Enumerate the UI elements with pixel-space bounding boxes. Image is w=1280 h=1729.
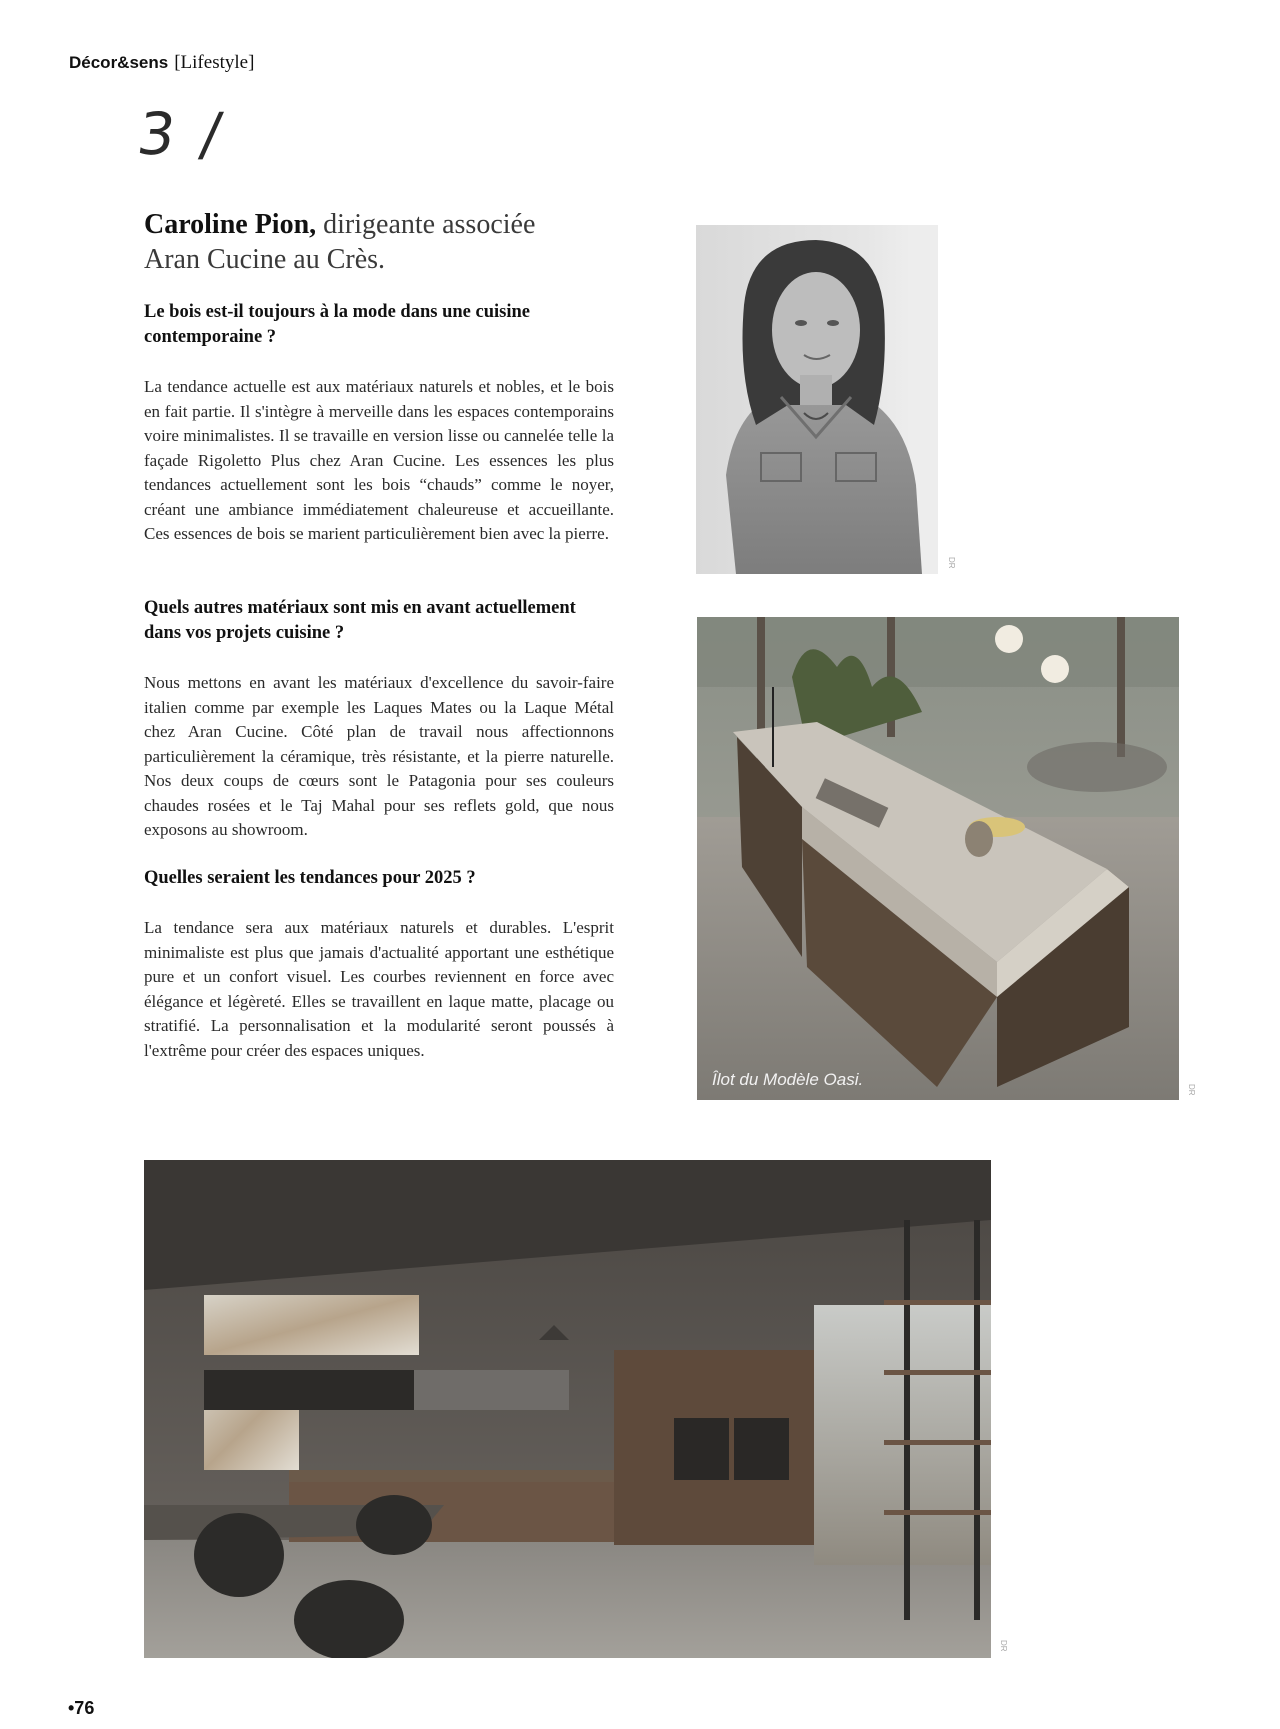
question-2: Quels autres matériaux sont mis en avant actuellement dans vos projets cuisine ? — [144, 598, 576, 643]
question-3: Quelles seraient les tendances pour 2025 ? — [144, 868, 476, 888]
portrait-image — [696, 225, 938, 574]
kitchen-credit: DR — [999, 1640, 1008, 1652]
island-credit: DR — [1187, 1084, 1196, 1096]
answer-1: La tendance actuelle est aux matériaux naturels et nobles, et le bois en fait partie. Il s'intègre à merveille dans les espaces contemporains voire minimalistes. Il se travaille en version lisse ou cannelée telle la façade Rigoletto Plus chez Aran Cucine. Les essences les plus tendances actuellement sont les bois “chauds” comme le noyer, créant une ambiance immédiatement chaleureuse et accueillante. Ces essences de bois se marient particulièrement bien avec la pierre. — [144, 377, 614, 543]
portrait-credit: DR — [947, 557, 956, 569]
answer-3: La tendance sera aux matériaux naturels et durables. L'esprit minimaliste est plus que jamais d'actualité apportant une esthétique pure et un confort visuel. Les courbes reviennent en force avec élégance et légèreté. Elles se travaillent en laque matte, placage ou stratifié. La personnalisation et la modularité seront poussés à l'extrême pour créer des espaces uniques. — [144, 918, 614, 1060]
kitchen-image — [144, 1160, 991, 1658]
interviewee-block — [144, 207, 664, 277]
qa-2 — [144, 596, 614, 843]
answer-2: Nous mettons en avant les matériaux d'excellence du savoir-faire italien comme par exemple les Laques Mates ou la Laque Métal chez Aran Cucine. Côté plan de travail nous affectionnons particulièrement la céramique, très résistante, et la pierre naturelle. Nos deux coups de cœurs sont le Patagonia pour ses couleurs chaudes rosées et le Taj Mahal pour ses reflets gold, que nous exposons au showroom. — [144, 673, 614, 839]
qa-3 — [144, 866, 614, 1063]
qa-1 — [144, 300, 614, 547]
question-1: Le bois est-il toujours à la mode dans une cuisine contemporaine ? — [144, 302, 530, 347]
page-number: •76 — [68, 1698, 95, 1718]
magazine-header — [69, 52, 254, 74]
island-image — [697, 617, 1179, 1100]
kitchen-photo — [144, 1160, 991, 1658]
interviewee-role: dirigeante associée — [323, 209, 536, 240]
interviewee-name: Caroline Pion, — [144, 209, 317, 240]
article-number: 3 / — [133, 100, 230, 168]
interviewee-company: Aran Cucine au Crès. — [144, 244, 386, 275]
portrait-photo — [696, 225, 938, 574]
magazine-section: [Lifestyle] — [174, 52, 255, 73]
island-photo — [697, 617, 1179, 1100]
island-caption: Îlot du Modèle Oasi. — [712, 1070, 864, 1089]
magazine-brand: Décor&sens — [69, 53, 169, 72]
